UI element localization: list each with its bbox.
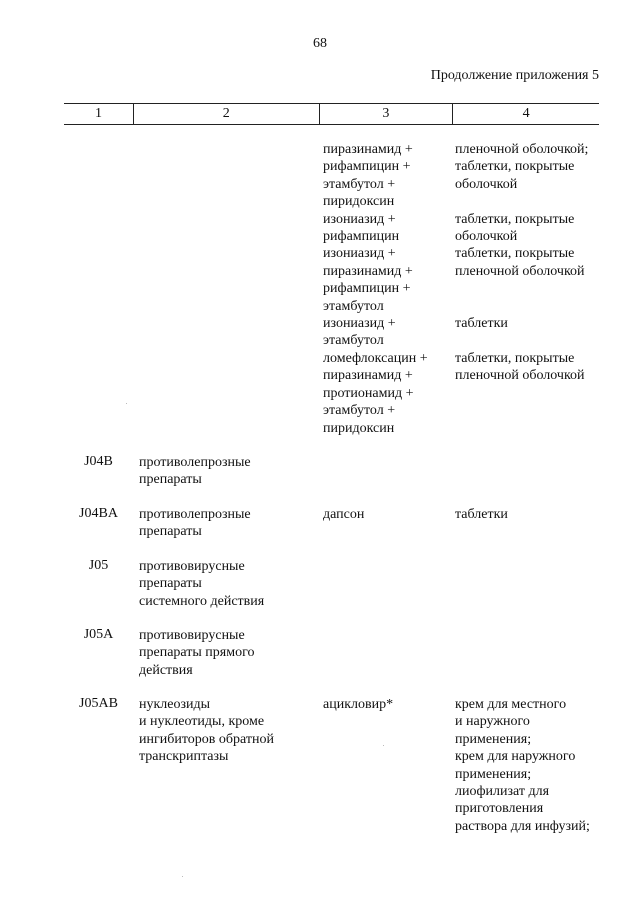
desc-line: системного действия [139,593,265,609]
desc-line: противовирусные [139,628,245,643]
atc-code: J05AB [79,696,118,711]
form-line: таблетки, покрытые [455,350,575,366]
group-description [139,506,251,541]
form-line: таблетки, покрытые [455,211,575,227]
desc-line: ингибиторов обратной [139,731,274,747]
form-line: таблетки, покрытые [455,246,575,262]
dosage-form [455,506,508,523]
atc-code: J04B [84,454,113,469]
atc-code: J05A [83,627,114,642]
drug-line: пиридоксин [323,420,395,436]
desc-line: противолепрозные [139,507,251,522]
drug-line: этамбутол + [323,176,396,192]
drug-line: ацикловир* [323,697,394,712]
form-line: таблетки [455,507,508,522]
group-description [139,558,264,610]
scan-speck [383,745,384,746]
form-line: лиофилизат для [455,784,550,800]
atc-code: J05 [88,558,109,573]
form-line: оболочкой [455,176,518,192]
drug-line: этамбутол [323,333,384,349]
continuation-heading: Продолжение приложения 5 [430,68,599,83]
drug-line: изониазид + [323,316,396,332]
form-line: таблетки [455,315,508,331]
header-col-2: 2 [133,104,319,124]
top-block-col3 [323,141,428,437]
drug-name [323,696,393,713]
drug-line: пиридоксин [323,194,395,210]
desc-line: препараты [139,576,202,592]
drug-line: протионамид + [323,385,414,401]
desc-line: действия [139,662,193,678]
dosage-form [455,696,590,835]
page-number: 68 [313,36,327,51]
drug-line: изониазид + [323,246,396,262]
drug-line: этамбутол + [323,403,396,419]
form-line: раствора для инфузий; [455,818,590,834]
form-line: применения; [455,766,532,782]
group-description [139,696,274,766]
drug-line: пиразинамид + [323,368,413,384]
drug-line: пиразинамид + [323,263,413,279]
header-col-4: 4 [452,104,599,124]
drug-name [323,506,364,523]
group-description [139,454,251,489]
drug-line: дапсон [323,507,365,522]
desc-line: препараты [139,524,202,540]
desc-line: препараты прямого [139,645,255,661]
desc-line: и нуклеотиды, кроме [139,714,265,730]
desc-line: противовирусные [139,559,245,574]
drug-line: ломефлоксацин + [323,350,428,366]
form-line: и наружного [455,714,530,730]
drug-line: изониазид + [323,211,396,227]
form-line-empty [455,298,588,315]
desc-line: препараты [139,472,202,488]
drug-line: рифампицин + [323,159,411,175]
form-line: крем для наружного [455,749,576,765]
desc-line: нуклеозиды [139,697,211,712]
group-description [139,627,254,679]
header-col-3: 3 [319,104,453,124]
atc-code: J04BA [79,506,118,521]
form-line: оболочкой [455,228,518,244]
scan-speck [126,403,127,404]
form-line: таблетки, покрытые [455,159,575,175]
desc-line: транскриптазы [139,749,229,765]
desc-line: противолепрозные [139,455,251,470]
form-line: приготовления [455,801,544,817]
form-line: пленочной оболочкой; [455,142,589,157]
drug-line: рифампицин [323,229,400,245]
form-line-empty [455,280,588,297]
header-col-1: 1 [94,106,102,121]
table-header-row [64,103,599,125]
drug-line: пиразинамид + [323,142,413,157]
form-line: пленочной оболочкой [455,263,585,279]
form-line-empty [455,193,588,210]
top-block-col4 [455,141,588,384]
drug-line: этамбутол [323,298,384,314]
form-line: крем для местного [455,697,567,712]
scan-speck [182,876,183,877]
drug-line: рифампицин + [323,281,411,297]
form-line-empty [455,332,588,349]
form-line: пленочной оболочкой [455,368,585,384]
form-line: применения; [455,731,532,747]
